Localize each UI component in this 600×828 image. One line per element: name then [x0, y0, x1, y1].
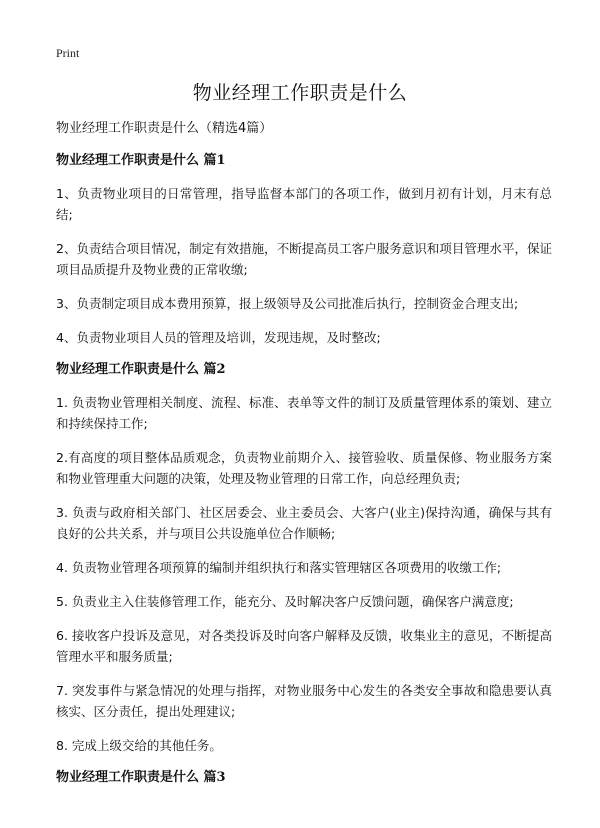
list-item: 1. 负责物业管理相关制度、流程、标准、表单等文件的制订及质量管理体系的策划、建立和持续保持工作;: [56, 395, 552, 431]
list-item: 5. 负责业主入住装修管理工作，能充分、及时解决客户反馈问题，确保客户满意度;: [56, 594, 514, 609]
section-heading: 物业经理工作职责是什么 篇2: [56, 362, 226, 377]
section-2: [56, 361, 552, 756]
print-link[interactable]: Print: [56, 46, 80, 60]
document-subtitle: 物业经理工作职责是什么（精选4篇）: [56, 121, 273, 136]
list-item: 4、负责物业项目人员的管理及培训，发现违规，及时整改;: [56, 330, 381, 345]
list-item: 1、负责物业项目的日常管理，指导监督本部门的各项工作，做到月初有计划，月末有总结;: [56, 186, 552, 222]
section-3: [56, 769, 552, 787]
list-item: 2.有高度的项目整体品质观念，负责物业前期介入、接管验收、质量保修、物业服务方案和物业管理重大问题的决策，处理及物业管理的日常工作，向总经理负责;: [56, 450, 552, 486]
list-item: 8. 完成上级交给的其他任务。: [56, 738, 222, 753]
section-list: [56, 392, 552, 756]
section-list: [56, 183, 552, 348]
list-item: 3. 负责与政府相关部门、社区居委会、业主委员会、大客户(业主)保持沟通，确保与其有良好的公共关系，并与项目公共设施单位合作顺畅;: [56, 505, 552, 541]
document-body: [56, 120, 552, 800]
section-1: [56, 152, 552, 348]
list-item: 7. 突发事件与紧急情况的处理与指挥，对物业服务中心发生的各类安全事故和隐患要认真核实、区分责任，提出处理建议;: [56, 683, 552, 719]
list-item: 3、负责制定项目成本费用预算，报上级领导及公司批准后执行，控制资金合理支出;: [56, 296, 519, 311]
list-item: 4. 负责物业管理各项预算的编制并组织执行和落实管理辖区各项费用的收缴工作;: [56, 560, 502, 575]
page-title: 物业经理工作职责是什么: [192, 82, 408, 104]
list-item: 2、负责结合项目情况，制定有效措施，不断提高员工客户服务意识和项目管理水平，保证项目品质提升及物业费的正常收缴;: [56, 241, 552, 277]
section-heading: 物业经理工作职责是什么 篇1: [56, 153, 226, 168]
section-heading: 物业经理工作职责是什么 篇3: [56, 770, 226, 785]
list-item: 6. 接收客户投诉及意见，对各类投诉及时向客户解释及反馈，收集业主的意见，不断提高管理水平和服务质量;: [56, 628, 552, 664]
